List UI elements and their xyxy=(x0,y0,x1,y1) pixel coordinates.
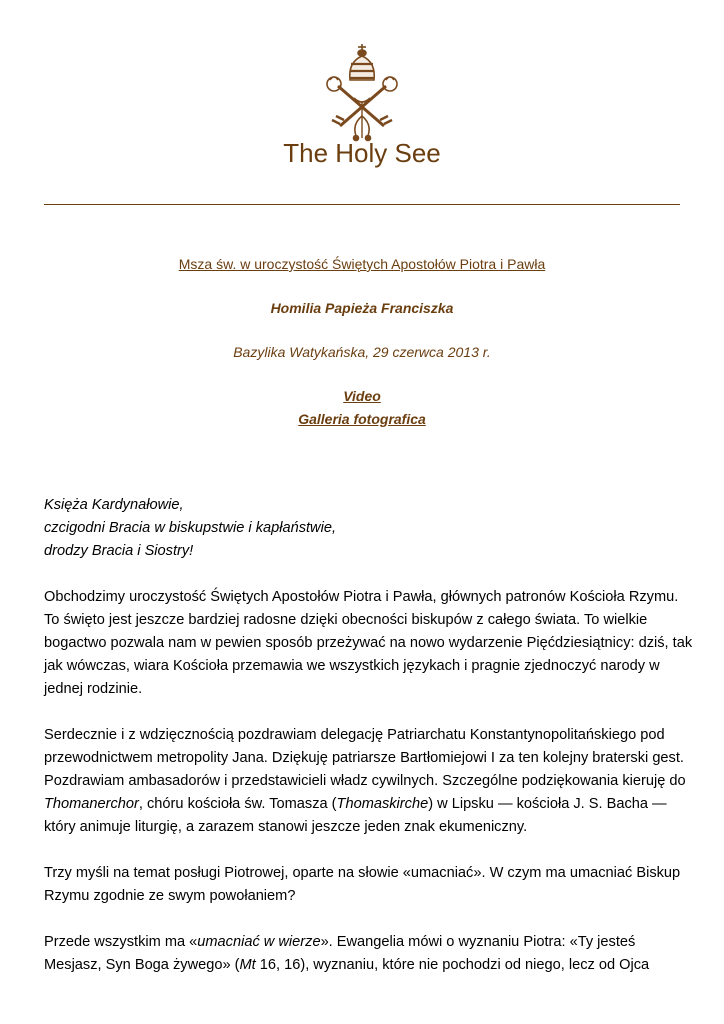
paragraph-4 xyxy=(44,931,694,977)
paragraph-text: ». Ewangelia mówi o wyznaniu Piotra: «Ty jesteś Mesjasz, Syn Boga żywego» ( xyxy=(44,934,636,973)
mass-title-link[interactable]: Msza św. w uroczystość Świętych Apostołów Piotra i Pawła xyxy=(178,256,546,272)
greeting-line: czcigodni Bracia w biskupstwie i kapłaństwie, xyxy=(44,520,337,536)
greeting-line: Księża Kardynałowie, xyxy=(44,497,184,513)
paragraph-3: Trzy myśli na temat posługi Piotrowej, oparte na słowie «umacniać». W czym ma umacniać Biskup Rzymu zgodnie ze swym powołaniem? xyxy=(44,865,681,904)
paragraph-text: , chóru kościoła św. Tomasza ( xyxy=(138,796,337,812)
greeting-line: drodzy Bracia i Siostry! xyxy=(44,543,194,559)
greeting xyxy=(44,494,694,563)
paragraph-text: Serdecznie i z wdzięcznością pozdrawiam delegację Patriarchatu Konstantynopolitańskiego pod przewodnictwem metropolity Jana. Dziękuję patriarsze Bartłomiejowi I za ten kolejny braterski gest. Pozdrawiam ambasadorów i przedstawicieli władz cywilnych. Szczególne podziękowania kieruję do xyxy=(44,727,686,789)
header-divider xyxy=(44,204,680,205)
paragraph-text: Przede wszystkim ma « xyxy=(44,934,198,950)
papal-emblem-icon xyxy=(318,40,406,148)
site-title[interactable]: The Holy See xyxy=(283,138,441,168)
scripture-ref: Mt xyxy=(239,957,256,973)
paragraph-2 xyxy=(44,724,694,839)
place-date: Bazylika Watykańska, 29 czerwca 2013 r. xyxy=(233,344,491,360)
paragraph-text: ) w Lipsku — kościoła J. S. Bacha — który animuje liturgię, a zarazem stanowi jeszcze jeden znak ekumeniczny. xyxy=(44,796,667,835)
thomanerchor-term: Thomanerchor xyxy=(44,796,139,812)
thomaskirche-term: Thomaskirche xyxy=(336,796,429,812)
emphasis: umacniać w wierze xyxy=(197,934,321,950)
homily-title: Homilia Papieża Franciszka xyxy=(270,300,454,316)
video-link[interactable]: Video xyxy=(343,388,381,404)
paragraph-1: Obchodzimy uroczystość Świętych Apostołów Piotra i Pawła, głównych patronów Kościoła Rzymu. To święto jest jeszcze bardziej radosne dzięki obecności biskupów z całego świata. To wielkie bogactwo pozwala nam w pewien sposób przeżywać na nowo wydarzenie Pięćdziesiątnicy: dziś, tak jak wówczas, wiara Kościoła przemawia we wszystkich językach i pragnie zjednoczyć narody w jednej rodzinie. xyxy=(44,589,693,697)
paragraph-text: 16, 16), wyznaniu, które nie pochodzi od niego, lecz od Ojca xyxy=(255,957,650,973)
gallery-link[interactable]: Galleria fotografica xyxy=(298,411,426,427)
homily-body xyxy=(44,494,694,1000)
